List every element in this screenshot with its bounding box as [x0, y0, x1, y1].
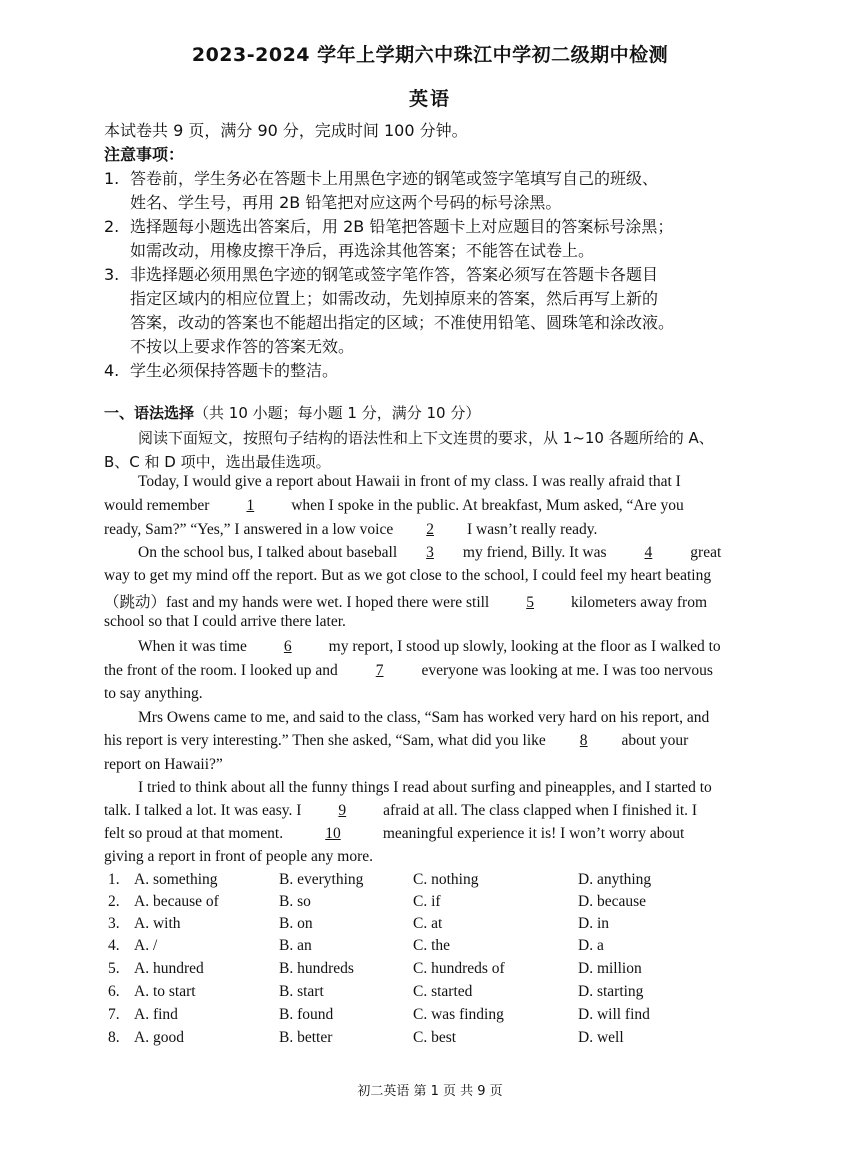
question-number: 6. [108, 983, 120, 1000]
option-d: D. a [578, 937, 604, 954]
question-number: 8. [108, 1029, 120, 1046]
option-d: D. in [578, 915, 609, 932]
section-title: 一、语法选择 [104, 404, 195, 422]
passage-text: felt so proud at that moment. [104, 825, 287, 842]
passage-text: When it was time [138, 638, 251, 655]
passage-text: my friend, Billy. It was [459, 544, 611, 561]
notice-item-number: 2. [104, 217, 120, 236]
option-d: D. million [578, 960, 642, 977]
passage-line: Mrs Owens came to me, and said to the class, “Sam has worked very hard on his report, and [138, 709, 710, 726]
notice-item-line: 答案，改动的答案也不能超出指定的区域；不准使用铅笔、圆珠笔和涂改液。 [130, 313, 675, 332]
passage-line: report on Hawaii?” [104, 756, 223, 773]
blank-9: 9 [338, 802, 347, 819]
option-row [108, 983, 748, 1005]
blank-10: 10 [325, 825, 341, 842]
option-b: B. everything [279, 871, 364, 888]
question-number: 2. [108, 893, 120, 910]
option-a: A. with [134, 915, 181, 932]
passage-text: kilometers away from [567, 594, 708, 611]
passage-line: giving a report in front of people any more. [104, 848, 374, 865]
option-d: D. because [578, 893, 646, 910]
passage-line: Today, I would give a report about Hawaii in front of my class. I was really afraid that I [138, 473, 681, 490]
notice-item-number: 4. [104, 361, 120, 380]
option-a: A. find [134, 1006, 178, 1023]
exam-title: 2023-2024 学年上学期六中珠江中学初二级期中检测 [191, 44, 669, 66]
blank-2: 2 [426, 521, 434, 538]
passage-text: afraid at all. The class clapped when I finished it. I [379, 802, 698, 819]
option-d: D. well [578, 1029, 624, 1046]
passage-text: the front of the room. I looked up and [104, 662, 342, 679]
notice-item-line: 姓名、学生号，再用 2B 铅笔把对应这两个号码的标号涂黑。 [130, 193, 562, 212]
notice-item-line: 指定区域内的相应位置上；如需改动，先划掉原来的答案，然后再写上新的 [130, 289, 659, 308]
option-c: C. if [413, 893, 441, 910]
option-row [108, 871, 748, 893]
option-c: C. started [413, 983, 473, 1000]
question-number: 3. [108, 915, 120, 932]
blank-8: 8 [579, 732, 588, 749]
option-b: B. hundreds [279, 960, 354, 977]
option-b: B. better [279, 1029, 333, 1046]
notice-item-number: 3. [104, 265, 120, 284]
blank-7: 7 [375, 662, 384, 679]
question-number: 1. [108, 871, 120, 888]
section-note: （共 10 小题；每小题 1 分，满分 10 分） [194, 404, 481, 422]
option-c: C. the [413, 937, 451, 954]
passage-line: school so that I could arrive there later. [104, 613, 346, 630]
passage-text: my report, I stood up slowly, looking at the floor as I walked to [324, 638, 721, 655]
option-a: A. / [134, 937, 158, 954]
option-b: B. start [279, 983, 324, 1000]
blank-3: 3 [426, 544, 434, 561]
passage-text: great [686, 544, 722, 561]
question-number: 4. [108, 937, 120, 954]
passage-text: everyone was looking at me. I was too nervous [417, 662, 713, 679]
option-a: A. to start [134, 983, 196, 1000]
question-number: 7. [108, 1006, 120, 1023]
notice-heading: 注意事项： [104, 145, 185, 164]
passage-text: meaningful experience it is! I won’t worry about [378, 825, 685, 842]
question-number: 5. [108, 960, 120, 977]
option-row [108, 937, 748, 959]
blank-1: 1 [246, 497, 255, 514]
option-a: A. because of [134, 893, 219, 910]
passage-text: would remember [104, 497, 214, 514]
notice-item-line: 非选择题必须用黑色字迹的钢笔或签字笔作答，答案必须写在答题卡各题目 [130, 265, 659, 284]
passage-text: his report is very interesting.” Then she asked, “Sam, what did you like [104, 732, 550, 749]
option-b: B. so [279, 893, 311, 910]
option-c: C. was finding [413, 1006, 504, 1023]
option-c: C. hundreds of [413, 960, 505, 977]
notice-item-number: 1. [104, 169, 120, 188]
option-row [108, 915, 748, 937]
option-b: B. found [279, 1006, 334, 1023]
option-b: B. on [279, 915, 313, 932]
option-a: A. hundred [134, 960, 204, 977]
option-d: D. anything [578, 871, 652, 888]
passage-line: I tried to think about all the funny things I read about surfing and pineapples, and I started to [138, 779, 712, 796]
option-c: C. at [413, 915, 443, 932]
section-direction: B、C 和 D 项中，选出最佳选项。 [104, 453, 331, 471]
notice-item-line: 不按以上要求作答的答案无效。 [130, 337, 355, 356]
passage-line: to say anything. [104, 685, 203, 702]
passage-text: I wasn’t really ready. [463, 521, 598, 538]
option-row [108, 960, 748, 982]
passage-text: talk. I talked a lot. It was easy. I [104, 802, 306, 819]
passage-text: （跳动）fast and my hands were wet. I hoped there were still [104, 594, 494, 611]
option-c: C. best [413, 1029, 457, 1046]
option-b: B. an [279, 937, 312, 954]
option-a: A. something [134, 871, 218, 888]
blank-6: 6 [283, 638, 292, 655]
notice-item-line: 如需改动，用橡皮擦干净后，再选涂其他答案；不能答在试卷上。 [130, 241, 595, 260]
notice-item-line: 选择题每小题选出答案后，用 2B 铅笔把答题卡上对应题目的答案标号涂黑； [130, 217, 674, 236]
option-row [108, 893, 748, 915]
passage-text: when I spoke in the public. At breakfast, Mum asked, “Are you [287, 497, 684, 514]
option-d: D. will find [578, 1006, 650, 1023]
blank-5: 5 [526, 594, 534, 611]
notice-item-line: 学生必须保持答题卡的整洁。 [130, 361, 339, 380]
passage-line: way to get my mind off the report. But as we got close to the school, I could feel my heart beating [104, 567, 712, 584]
option-c: C. nothing [413, 871, 479, 888]
option-row [108, 1006, 748, 1028]
exam-intro: 本试卷共 9 页，满分 90 分，完成时间 100 分钟。 [104, 121, 468, 140]
section-direction: 阅读下面短文，按照句子结构的语法性和上下文连贯的要求，从 1~10 各题所给的 A、 [138, 429, 714, 447]
option-d: D. starting [578, 983, 644, 1000]
notice-item-line: 答卷前，学生务必在答题卡上用黑色字迹的钢笔或签字笔填写自己的班级、 [130, 169, 659, 188]
page-footer: 初二英语 第 1 页 共 9 页 [357, 1084, 503, 1099]
passage-text: ready, Sam?” “Yes,” I answered in a low voice [104, 521, 398, 538]
exam-subject: 英语 [408, 88, 451, 110]
passage-text: On the school bus, I talked about baseball [138, 544, 402, 561]
option-a: A. good [134, 1029, 184, 1046]
option-row [108, 1029, 748, 1051]
blank-4: 4 [644, 544, 653, 561]
passage-text: about your [617, 732, 689, 749]
